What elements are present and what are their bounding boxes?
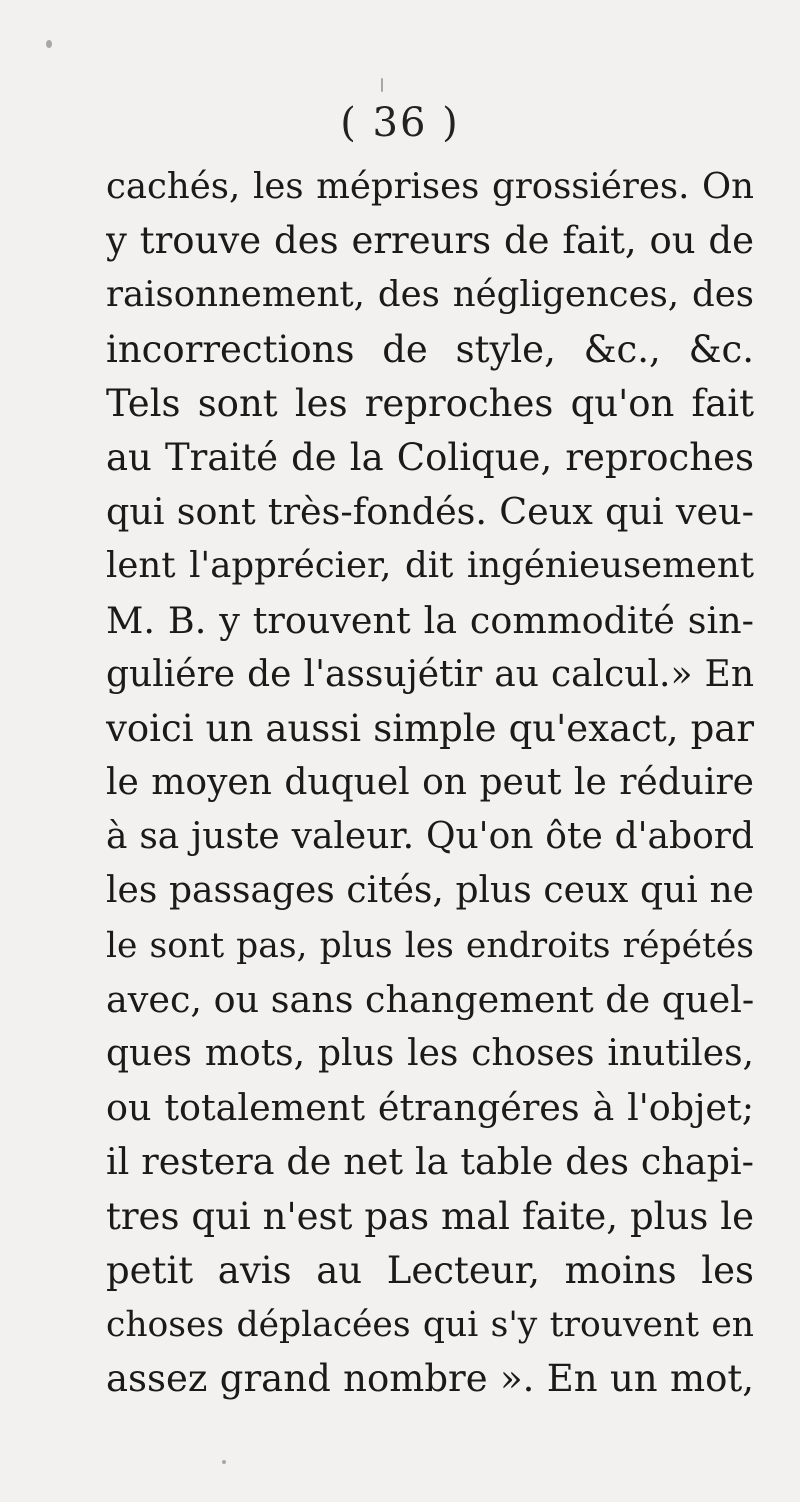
- body-text: [106, 160, 754, 1406]
- text-line: assez grand nombre ». En un mot,: [106, 1357, 754, 1401]
- page-number: ( 36 ): [340, 100, 460, 146]
- text-line: il restera de net la table des chapi-: [106, 1140, 754, 1184]
- text-line: lent l'apprécier, dit ingénieusement: [106, 545, 754, 587]
- text-line: cachés, les méprises grossiéres. On: [106, 166, 754, 207]
- text-line: M. B. y trouvent la commodité sin-: [106, 598, 754, 642]
- text-line: raisonnement, des négligences, des: [106, 274, 754, 316]
- ink-speck: [222, 1460, 226, 1464]
- text-line: au Traité de la Colique, reproches: [106, 435, 754, 479]
- text-line: ques mots, plus les choses inutiles,: [106, 1033, 754, 1074]
- text-line: qui sont très-fondés. Ceux qui veu-: [106, 490, 754, 534]
- text-line: à sa juste valeur. Qu'on ôte d'abord: [106, 816, 754, 858]
- text-line: petit avis au Lecteur, moins les: [106, 1248, 754, 1292]
- text-line: Tels sont les reproches qu'on fait: [106, 381, 754, 425]
- ink-speck: [46, 40, 52, 48]
- text-line: choses déplacées qui s'y trouvent en: [106, 1304, 754, 1345]
- text-line: avec, ou sans changement de quel-: [106, 977, 754, 1021]
- text-line: incorrections de style, &c., &c.: [106, 327, 754, 371]
- text-line: le moyen duquel on peut le réduire: [106, 762, 754, 804]
- text-line: le sont pas, plus les endroits répétés: [106, 925, 754, 966]
- text-line: y trouve des erreurs de fait, ou de: [106, 219, 754, 263]
- ink-speck: [381, 78, 383, 92]
- text-line: guliére de l'assujétir au calcul.» En: [106, 653, 754, 695]
- text-line: tres qui n'est pas mal faite, plus le: [106, 1194, 754, 1238]
- text-line: les passages cités, plus ceux qui ne: [106, 870, 754, 912]
- text-line: voici un aussi simple qu'exact, par: [106, 706, 754, 750]
- text-line: ou totalement étrangéres à l'objet;: [106, 1086, 754, 1130]
